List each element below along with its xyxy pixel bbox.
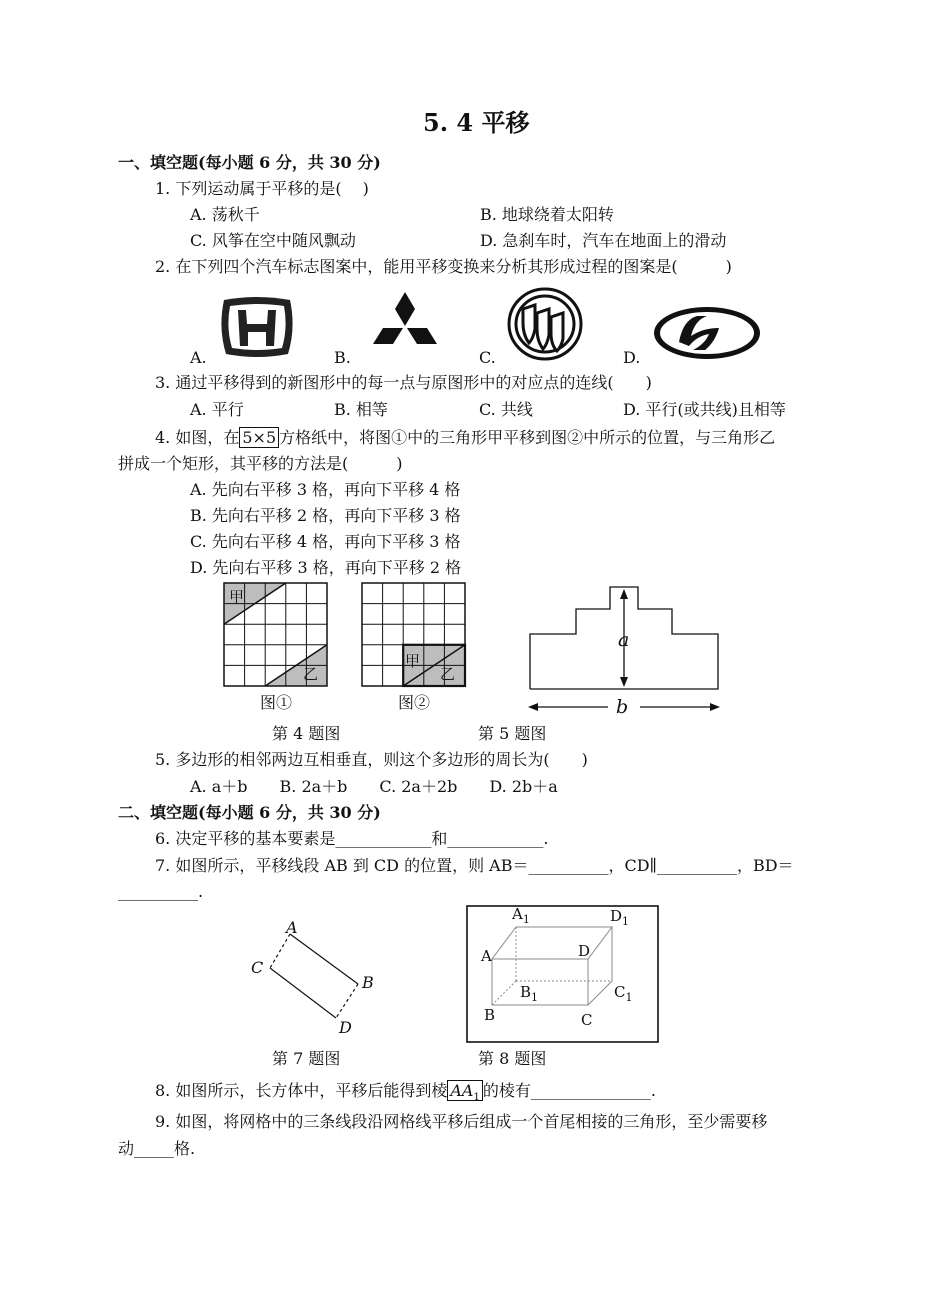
fig7-caption: 第 7 题图	[272, 1049, 341, 1068]
fig8-A1-sub: 1	[522, 913, 530, 926]
q8-text	[155, 1081, 656, 1108]
q1-option-a: A. 荡秋千	[190, 205, 260, 224]
q2-option-d: D.	[623, 348, 641, 367]
fig8-label-C1	[614, 982, 632, 1008]
fig8-B1-letter: B	[520, 983, 532, 1001]
q8-pre: 8. 如图所示，长方体中，平移后能得到棱	[155, 1081, 448, 1100]
q2-option-a: A.	[190, 348, 207, 367]
logo-d-hyundai-icon	[653, 306, 761, 360]
q6-text: 6. 决定平移的基本要素是____________和____________.	[155, 829, 549, 848]
q3-option-d: D. 平行(或共线)且相等	[623, 400, 786, 419]
q9-line2: 动_____格.	[118, 1139, 196, 1158]
q8-boxed-edge	[447, 1080, 482, 1104]
q1-option-c: C. 风筝在空中随风飘动	[190, 231, 356, 250]
q7-line1: 7. 如图所示，平移线段 AB 到 CD 的位置，则 AB＝__________，CD∥__________，BD＝	[155, 856, 794, 875]
fig4-label-2: 图②	[398, 693, 431, 712]
q1-option-b: B. 地球绕着太阳转	[480, 205, 614, 224]
q1-option-d: D. 急刹车时，汽车在地面上的滑动	[480, 231, 727, 250]
q3-option-b: B. 相等	[334, 400, 388, 419]
q4-option-a: A. 先向右平移 3 格，再向下平移 4 格	[190, 480, 461, 499]
fig4-jia-label-1: 甲	[229, 588, 245, 606]
page-title: 5. 4 平移	[423, 108, 530, 137]
fig8-label-D: D	[578, 942, 591, 960]
fig7-label-C: C	[251, 958, 264, 977]
fig8-cuboid	[466, 905, 660, 1045]
q4-option-d: D. 先向右平移 3 格，再向下平移 2 格	[190, 558, 462, 577]
fig7-parallelogram	[262, 928, 372, 1028]
fig8-label-B1	[520, 982, 538, 1008]
section-1-heading: 一、填空题(每小题 6 分，共 30 分)	[118, 153, 381, 172]
q8-post: 的棱有_______________.	[482, 1081, 656, 1100]
q7-line2: __________.	[118, 882, 204, 901]
q4-boxed-grid-size: 5×5	[239, 427, 279, 448]
q2-option-b: B.	[334, 348, 351, 367]
fig8-D1-sub: 1	[622, 915, 630, 928]
q3-stem: 3. 通过平移得到的新图形中的每一点与原图形中的对应点的连线( )	[155, 373, 652, 392]
fig8-label-C: C	[581, 1011, 593, 1029]
q4-pre: 4. 如图，在	[155, 428, 240, 447]
logo-a-honda-icon	[218, 296, 296, 360]
q4-line2: 拼成一个矩形，其平移的方法是( )	[118, 454, 403, 473]
fig7-label-A: A	[286, 918, 298, 937]
q4-line1	[155, 428, 775, 448]
q5-stem: 5. 多边形的相邻两边互相垂直，则这个多边形的周长为( )	[155, 750, 588, 769]
fig7-label-B: B	[362, 973, 374, 992]
q2-stem: 2. 在下列四个汽车标志图案中，能用平移变换来分析其形成过程的图案是( )	[155, 257, 732, 276]
section-2-heading: 二、填空题(每小题 6 分，共 30 分)	[118, 803, 381, 822]
fig4-yi-label-2: 乙	[440, 665, 456, 683]
q8-edge-sub: 1	[473, 1092, 480, 1104]
fig8-label-B: B	[484, 1006, 496, 1024]
fig8-label-A1	[512, 904, 530, 930]
q5-options: A. a＋b B. 2a＋b C. 2a＋2b D. 2b＋a	[190, 777, 558, 796]
fig5-caption: 第 5 题图	[478, 724, 547, 743]
logo-c-buick-icon	[507, 287, 583, 361]
q2-option-c: C.	[479, 348, 496, 367]
q9-line1: 9. 如图，将网格中的三条线段沿网格线平移后组成一个首尾相接的三角形，至少需要移	[155, 1112, 768, 1131]
fig5-label-b: b	[616, 696, 629, 718]
fig4-label-1: 图①	[260, 693, 293, 712]
q4-post: 方格纸中，将图①中的三角形甲平移到图②中所示的位置，与三角形乙	[279, 428, 776, 447]
fig4-jia-label-2: 甲	[405, 652, 421, 670]
q3-option-a: A. 平行	[190, 400, 244, 419]
fig7-label-D: D	[339, 1018, 352, 1037]
fig4-yi-label-1: 乙	[303, 665, 319, 683]
logo-b-mitsubishi-icon	[367, 292, 443, 358]
fig8-label-A: A	[481, 947, 492, 965]
fig8-label-D1	[610, 906, 629, 932]
fig4-caption: 第 4 题图	[272, 724, 341, 743]
q4-option-b: B. 先向右平移 2 格，再向下平移 3 格	[190, 506, 461, 525]
fig8-B1-sub: 1	[531, 991, 539, 1004]
fig5-label-a: a	[618, 629, 630, 651]
q3-option-c: C. 共线	[479, 400, 533, 419]
q1-stem: 1. 下列运动属于平移的是( )	[155, 179, 369, 198]
q4-option-c: C. 先向右平移 4 格，再向下平移 3 格	[190, 532, 461, 551]
q8-edge-letters: AA	[450, 1081, 474, 1100]
fig8-caption: 第 8 题图	[478, 1049, 547, 1068]
fig8-D1-letter: D	[610, 907, 623, 925]
fig8-A1-letter: A	[512, 905, 523, 923]
fig8-C1-letter: C	[614, 983, 626, 1001]
fig8-C1-sub: 1	[625, 991, 633, 1004]
